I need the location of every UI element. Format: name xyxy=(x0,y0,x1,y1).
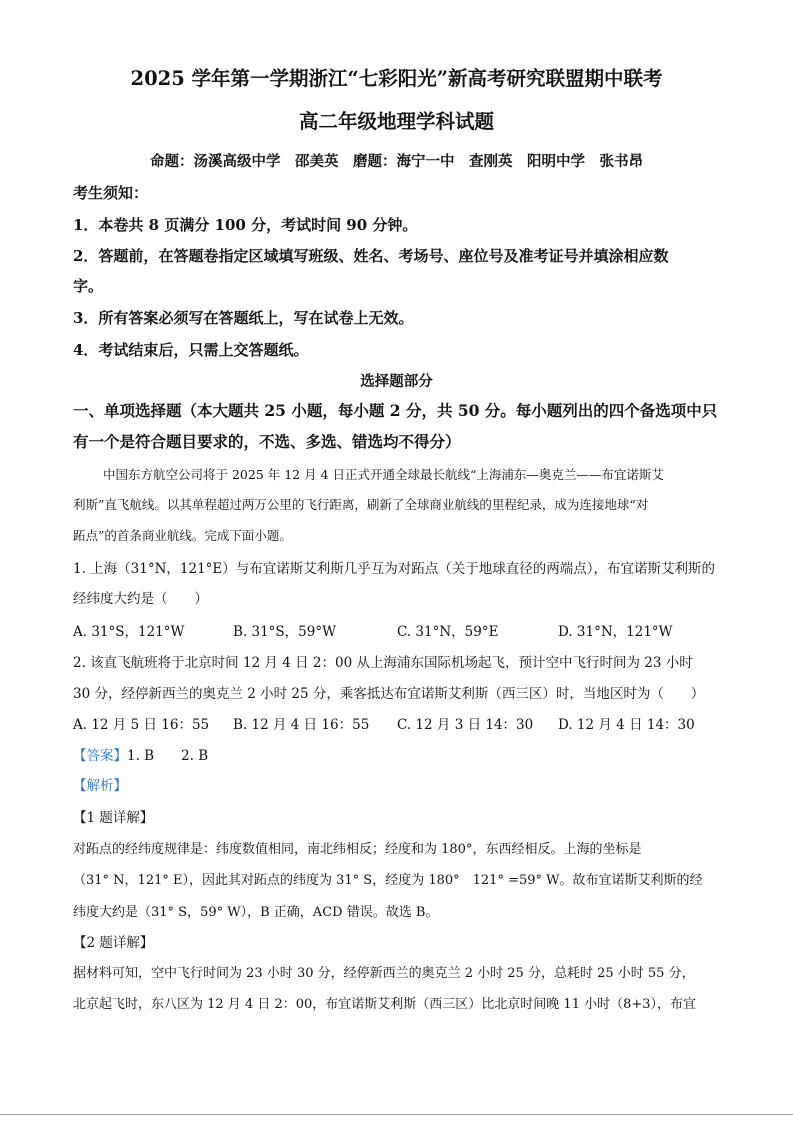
answer-line xyxy=(73,744,208,764)
q1-option-d: D. 31°N，121°W xyxy=(558,624,673,640)
q2-option-c: C. 12 月 3 日 14：30 xyxy=(397,717,534,733)
q2-detail-line: 北京起飞时，东八区为 12 月 4 日 2：00，布宜诺斯艾利斯（西三区）比北京时间晚 11 小时（8+3），布宜 xyxy=(73,997,697,1012)
page-bottom-divider xyxy=(0,1114,793,1115)
question-1-line: 1. 上海（31°N，121°E）与布宜诺斯艾利斯几乎互为对跖点（关于地球直径的两端点），布宜诺斯艾利斯的 xyxy=(73,561,716,577)
analysis-label: 【解析】 xyxy=(73,778,127,794)
part-heading-line: 一、单项选择题（本大题共 25 小题，每小题 2 分，共 50 分。每小题列出的四个备选项中只 xyxy=(73,401,718,420)
question-2-line: 30 分，经停新西兰的奥克兰 2 小时 25 分，乘客抵达布宜诺斯艾利斯（西三区）时，当地区时为（ ） xyxy=(73,686,705,702)
part-heading-line: 有一个是符合题目要求的，不选、多选、错选均不得分） xyxy=(73,432,461,451)
notice-item: 1．本卷共 8 页满分 100 分，考试时间 90 分钟。 xyxy=(73,216,418,234)
author-line: 命题：汤溪高级中学 邵美英 磨题：海宁一中 查刚英 阳明中学 张书昂 xyxy=(150,153,643,170)
answer-label: 【答案】 xyxy=(73,748,127,764)
q1-detail-line: （31° N，121° E），因此其对跖点的纬度为 31° S，经度为 180° 121° =59° W。故布宜诺斯艾利斯的经 xyxy=(73,873,703,888)
exam-title: 2025 学年第一学期浙江“七彩阳光”新高考研究联盟期中联考 xyxy=(130,67,663,90)
q2-option-d: D. 12 月 4 日 14：30 xyxy=(558,717,695,733)
q1-option-c: C. 31°N，59°E xyxy=(397,624,499,640)
notice-item: 4．考试结束后，只需上交答题纸。 xyxy=(73,341,309,359)
answer-text: 1. B 2. B xyxy=(127,748,209,764)
q1-option-a: A. 31°S，121°W xyxy=(73,624,185,640)
q1-detail-line: 纬度大约是（31° S，59° W），B 正确，ACD 错误。故选 B。 xyxy=(73,905,439,920)
notice-heading: 考生须知： xyxy=(73,184,149,202)
q2-option-b: B. 12 月 4 日 16：55 xyxy=(233,717,370,733)
exam-subtitle: 高二年级地理学科试题 xyxy=(298,110,494,133)
q2-detail-heading: 【2 题详解】 xyxy=(73,935,154,951)
q1-detail-heading: 【1 题详解】 xyxy=(73,810,154,826)
section-heading: 选择题部分 xyxy=(360,373,433,390)
q1-option-b: B. 31°S，59°W xyxy=(233,624,336,640)
passage-line: 跖点”的首条商业航线。完成下面小题。 xyxy=(73,528,292,543)
notice-item: 字。 xyxy=(73,277,104,295)
q2-detail-line: 据材料可知，空中飞行时间为 23 小时 30 分，经停新西兰的奥克兰 2 小时 25 分，总耗时 25 小时 55 分， xyxy=(73,966,695,981)
passage-line: 利斯”直飞航线。以其单程超过两万公里的飞行距离，刷新了全球商业航线的里程纪录，成为连接地球“对 xyxy=(73,497,649,512)
q2-option-a: A. 12 月 5 日 16：55 xyxy=(73,717,210,733)
passage-line: 中国东方航空公司将于 2025 年 12 月 4 日正式开通全球最长航线“上海浦东—奥克兰——布宜诺斯艾 xyxy=(103,467,664,482)
question-1-line: 经纬度大约是（ ） xyxy=(73,591,208,607)
question-2-line: 2. 该直飞航班将于北京时间 12 月 4 日 2：00 从上海浦东国际机场起飞，预计空中飞行时间为 23 小时 xyxy=(73,655,693,671)
notice-item: 2．答题前，在答题卷指定区域填写班级、姓名、考场号、座位号及准考证号并填涂相应数 xyxy=(73,247,669,265)
q1-detail-line: 对跖点的经纬度规律是：纬度数值相同，南北纬相反；经度和为 180°，东西经相反。上海的坐标是 xyxy=(73,842,642,857)
notice-item: 3．所有答案必须写在答题纸上，写在试卷上无效。 xyxy=(73,309,414,327)
